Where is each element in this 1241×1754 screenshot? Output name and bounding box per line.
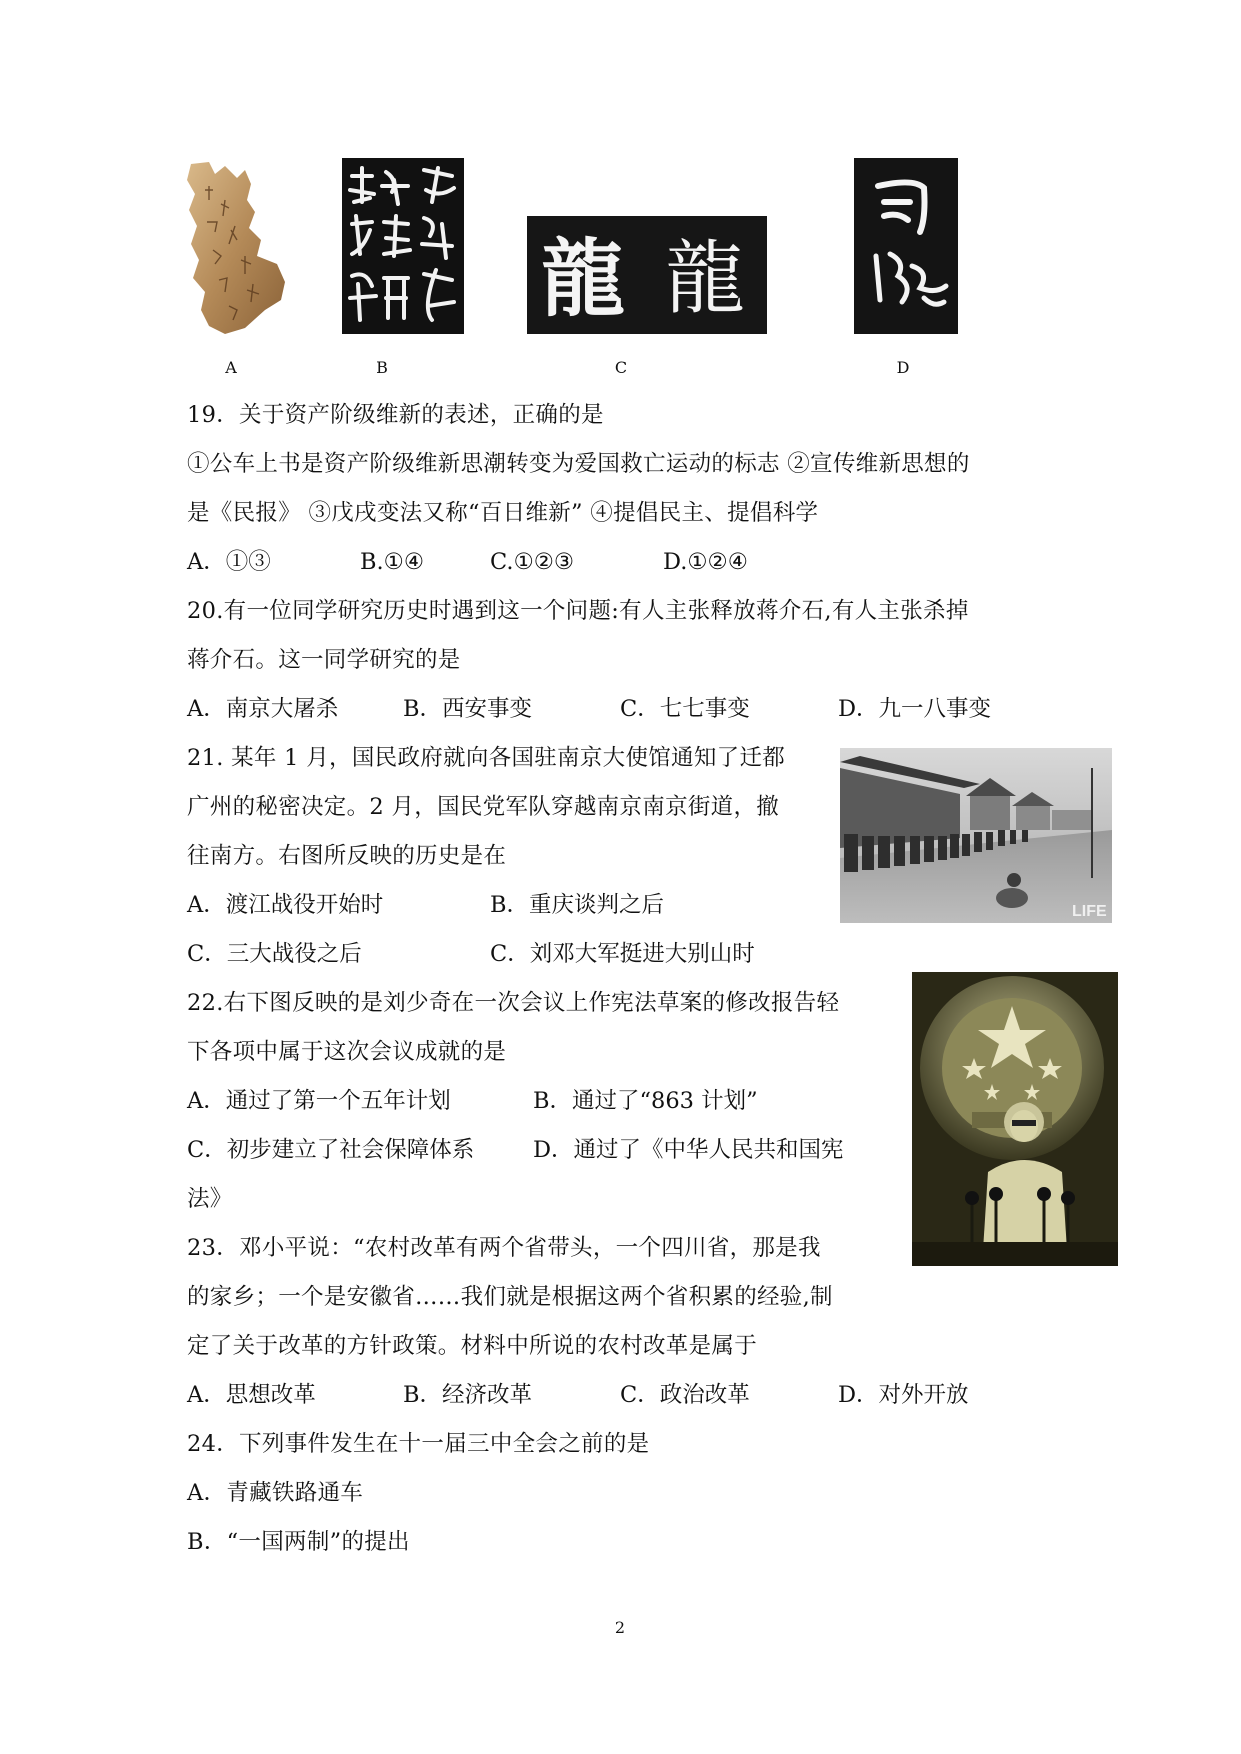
q19-option-d: D.①②④ [663,549,748,575]
q20-option-d: D．九一八事变 [838,696,992,722]
q19-option-a: A．①③ [187,549,271,575]
q19-stem: 19．关于资产阶级维新的表述，正确的是 [187,402,604,428]
q19-option-c: C.①②③ [490,549,575,575]
life-watermark: LIFE [1072,903,1107,920]
bronze-inscription-image [342,158,464,334]
q23-line2: 的家乡；一个是安徽省……我们就是根据这两个省积累的经验,制 [187,1284,833,1310]
q23-option-b: B．经济改革 [403,1382,533,1408]
q23-line1: 23．邓小平说：“农村改革有两个省带头，一个四川省，那是我 [187,1235,821,1261]
q20-line2: 蒋介石。这一同学研究的是 [187,647,461,673]
q21-option-b: B．重庆谈判之后 [490,892,665,918]
q23-option-d: D．对外开放 [838,1382,969,1408]
q23-option-c: C．政治改革 [620,1382,750,1408]
page-number: 2 [614,1618,626,1637]
q24-option-a: A．青藏铁路通车 [187,1480,364,1506]
q21-option-a: A．渡江战役开始时 [187,892,384,918]
q23-option-a: A．思想改革 [187,1382,316,1408]
constitution-report-photo [912,972,1118,1266]
svg-text:龍: 龍 [665,232,745,325]
q22-option-d-continuation: 法》 [187,1186,233,1212]
figure-label-d: D [896,358,910,377]
q21-option-d: C．刘邓大军挺进大别山时 [490,941,755,967]
q22-line2: 下各项中属于这次会议成就的是 [187,1039,507,1065]
q19-line3: 是《民报》 ③戊戌变法又称“百日维新” ④提倡民主、提倡科学 [187,500,819,526]
q21-line2: 广州的秘密决定。2 月，国民党军队穿越南京南京街道，撤 [187,794,780,820]
q20-line1: 20.有一位同学研究历史时遇到这一个问题:有人主张释放蒋介石,有人主张杀掉 [187,598,969,624]
q22-option-c: C．初步建立了社会保障体系 [187,1137,475,1163]
q22-line1: 22.右下图反映的是刘少奇在一次会议上作宪法草案的修改报告轻 [187,990,840,1016]
figure-label-b: B [376,358,388,377]
q23-line3: 定了关于改革的方针政策。材料中所说的农村改革是属于 [187,1333,758,1359]
q19-line2: ①公车上书是资产阶级维新思潮转变为爱国救亡运动的标志 ②宣传维新思想的 [187,451,970,477]
q21-line1: 21. 某年 1 月，国民政府就向各国驻南京大使馆通知了迁都 [187,745,786,771]
q21-line3: 往南方。右图所反映的历史是在 [187,843,507,869]
q20-option-a: A．南京大屠杀 [187,696,339,722]
figure-label-a: A [225,358,237,377]
nanjing-retreat-photo [840,748,1112,923]
q24-option-b: B．“一国两制”的提出 [187,1529,410,1555]
svg-text:龍: 龍 [541,229,626,328]
q22-option-a: A．通过了第一个五年计划 [187,1088,451,1114]
q21-option-c: C．三大战役之后 [187,941,362,967]
q22-option-b: B．通过了“863 计划” [533,1088,758,1114]
figure-label-c: C [614,358,628,377]
q19-option-b: B.①④ [360,549,425,575]
q22-option-d: D．通过了《中华人民共和国宪 [533,1137,844,1163]
q20-option-b: B．西安事变 [403,696,533,722]
q20-option-c: C．七七事变 [620,696,750,722]
calligraphy-cursive-image [854,158,958,334]
q24-stem: 24．下列事件发生在十一届三中全会之前的是 [187,1431,650,1457]
calligraphy-dragon-image [527,216,767,334]
oracle-bone-image [185,160,293,336]
